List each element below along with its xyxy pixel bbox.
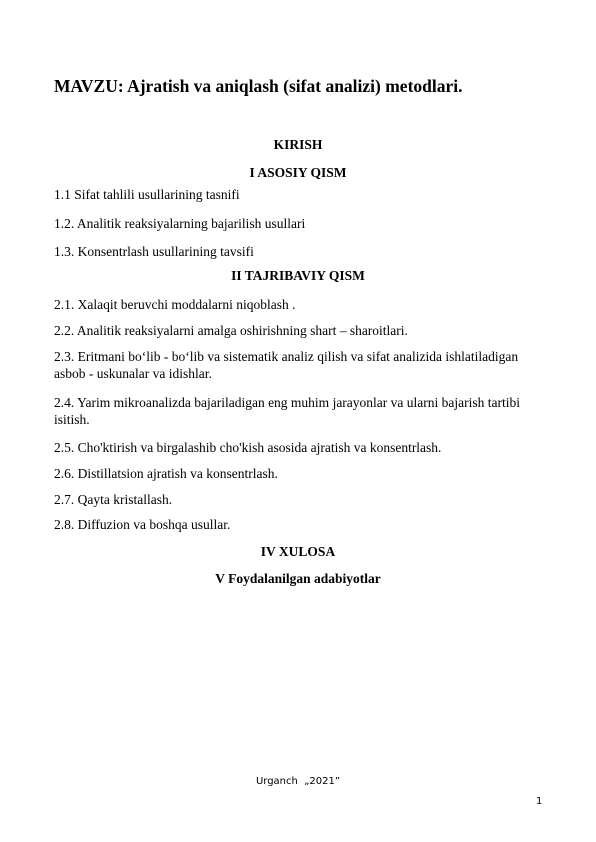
toc-item-1-1: 1.1 Sifat tahlili usullarining tasnifi: [54, 187, 240, 202]
toc-item-2-8: 2.8. Diffuzion va boshqa usullar.: [54, 517, 231, 532]
toc-item-1-3: 1.3. Konsentrlash usullarining tavsifi: [54, 244, 254, 259]
heading-conclusion: IV XULOSA: [260, 544, 336, 559]
toc-item-1-2: 1.2. Analitik reaksiyalarning bajarilish usullari: [54, 216, 306, 231]
heading-part2: II TAJRIBAVIY QISM: [231, 268, 365, 283]
heading-intro: KIRISH: [273, 137, 323, 152]
heading-references: V Foydalanilgan adabiyotlar: [215, 571, 381, 586]
toc-item-2-7: 2.7. Qayta kristallash.: [54, 492, 173, 507]
page-number: 1: [536, 796, 543, 807]
heading-part1: I ASOSIY QISM: [249, 165, 347, 180]
toc-item-2-1: 2.1. Xalaqit beruvchi moddalarni niqoblash .: [54, 297, 296, 312]
toc-item-2-5: 2.5. Cho'ktirish va birgalashib cho'kish asosida ajratish va konsentrlash.: [54, 440, 442, 455]
page-title: MAVZU: Ajratish va aniqlash (sifat analizi) metodlari.: [54, 76, 463, 96]
footer-place-year: Urganch „2021”: [255, 776, 341, 787]
toc-item-2-4: 2.4. Yarim mikroanalizda bajariladigan eng muhim jarayonlar va ularni bajarish tartibi isitish.: [54, 395, 520, 427]
toc-item-2-2: 2.2. Analitik reaksiyalarni amalga oshirishning shart – sharoitlari.: [54, 323, 408, 338]
toc-item-2-6: 2.6. Distillatsion ajratish va konsentrlash.: [54, 466, 278, 481]
toc-item-2-3: 2.3. Eritmani bo‘lib - bo‘lib va sistematik analiz qilish va sifat analizida ishlatiladigan asbob - uskunalar va idishlar.: [54, 349, 519, 381]
